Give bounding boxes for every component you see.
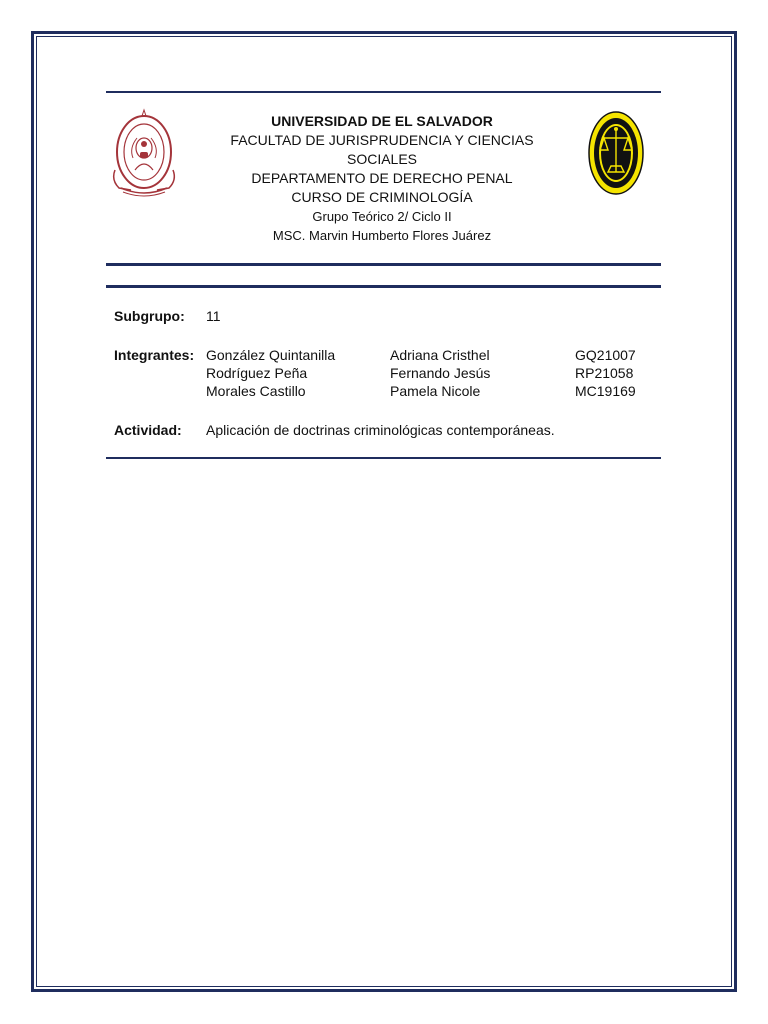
member-name: Adriana Cristhel [390, 347, 490, 363]
header-top-rule [106, 91, 661, 93]
faculty-seal-logo [587, 110, 645, 196]
member-name: Pamela Nicole [390, 383, 481, 399]
faculty-name-line1: FACULTAD DE JURISPRUDENCIA Y CIENCIAS [230, 132, 534, 148]
course-name: CURSO DE CRIMINOLOGÍA [291, 189, 473, 205]
header-bottom-rule [106, 263, 661, 266]
activity-label: Actividad: [114, 422, 182, 438]
university-name: UNIVERSIDAD DE EL SALVADOR [271, 113, 493, 129]
subgroup-value: 11 [206, 308, 221, 324]
member-surname: González Quintanilla [206, 347, 336, 363]
member-id: MC19169 [575, 383, 636, 399]
group-cycle: Grupo Teórico 2/ Ciclo II [312, 209, 452, 224]
member-name: Fernando Jesús [390, 365, 491, 381]
faculty-name-line2: SOCIALES [346, 151, 418, 167]
member-surname: Morales Castillo [206, 383, 306, 399]
info-top-rule [106, 285, 661, 288]
subgroup-label: Subgrupo: [114, 308, 185, 324]
member-id: RP21058 [575, 365, 634, 381]
member-surname: Rodríguez Peña [206, 365, 308, 381]
activity-value: Aplicación de doctrinas criminológicas contemporáneas. [206, 422, 555, 438]
department-name: DEPARTAMENTO DE DERECHO PENAL [251, 170, 513, 186]
university-seal-logo [109, 108, 179, 200]
info-bottom-rule [106, 457, 661, 459]
member-id: GQ21007 [575, 347, 636, 363]
members-label: Integrantes: [114, 347, 195, 363]
professor-name: MSC. Marvin Humberto Flores Juárez [272, 228, 492, 243]
document-header [220, 112, 544, 245]
